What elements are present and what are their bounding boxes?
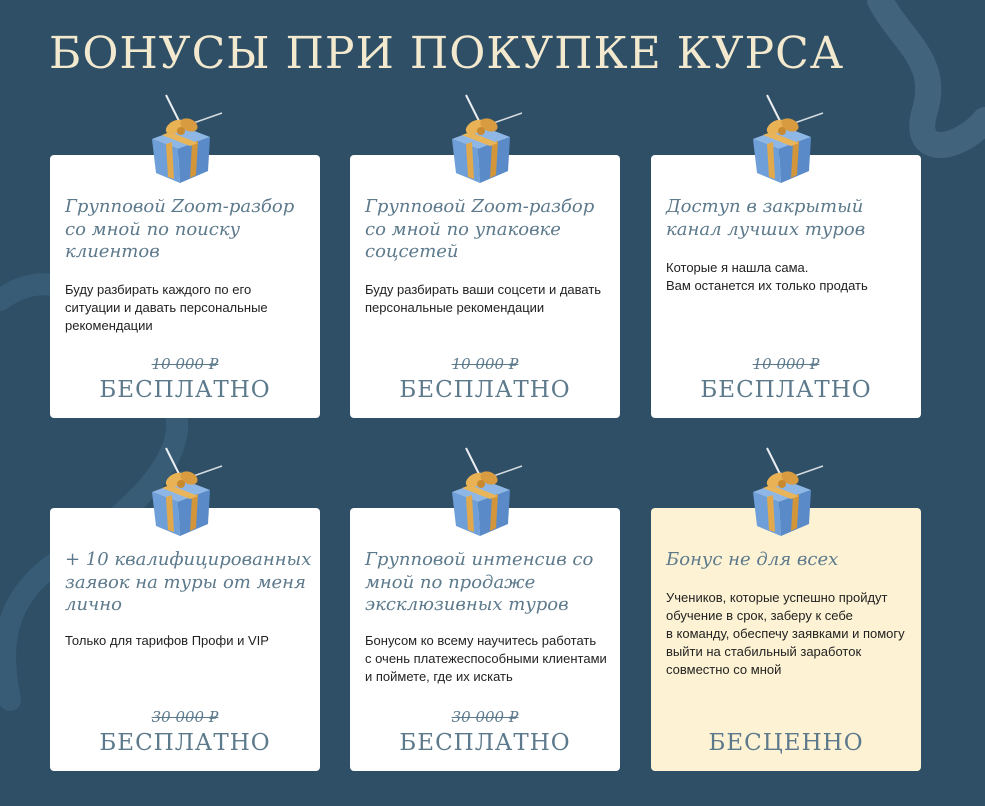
card-title: Групповой интенсив со мной по продаже эксклюзивных туров (365, 549, 594, 615)
card-description: Бонусом ко всему научитесь работать с очень платежеспособными клиентами и поймете, где их искать (365, 633, 607, 684)
new-price: БЕСПЛАТНО (99, 730, 271, 756)
new-price: БЕСПЛАТНО (99, 377, 271, 403)
card-description: Буду разбирать ваши соцсети и давать персональные рекомендации (365, 282, 602, 315)
card-title: + 10 квалифицированных заявок на туры от меня лично (65, 549, 312, 615)
old-price: 10 000 ₽ (752, 355, 820, 373)
new-price: БЕСПЛАТНО (700, 377, 872, 403)
old-price: 10 000 ₽ (451, 355, 519, 373)
bonus-card (50, 155, 320, 418)
bonus-card (350, 155, 620, 418)
gift-icon (448, 93, 524, 183)
new-price: БЕСПЛАТНО (399, 730, 571, 756)
page-title: БОНУСЫ ПРИ ПОКУПКЕ КУРСА (49, 28, 845, 79)
gift-icon (148, 93, 224, 183)
bonus-card-special (651, 508, 921, 771)
card-description: Буду разбирать каждого по его ситуации и давать персональные рекомендации (65, 282, 268, 333)
card-title: Бонус не для всех (666, 549, 839, 570)
card-title: Групповой Zoom-разбор со мной по упаковке соцсетей (365, 196, 595, 262)
new-price: БЕСЦЕННО (708, 730, 864, 756)
old-price: 30 000 ₽ (451, 708, 519, 726)
bonus-card (50, 508, 320, 771)
card-title: Доступ в закрытый канал лучших туров (666, 196, 866, 240)
gift-icon (749, 446, 825, 536)
gift-icon (148, 446, 224, 536)
bonus-card (651, 155, 921, 418)
card-description: Учеников, которые успешно пройдут обучение в срок, заберу к себе в команду, обеспечу заявками и помогу выйти на стабильный заработок совместно со мной (666, 590, 905, 677)
card-description: Которые я нашла сама. Вам останется их только продать (666, 260, 868, 293)
card-description: Только для тарифов Профи и VIP (65, 633, 269, 648)
gift-icon (448, 446, 524, 536)
old-price: 30 000 ₽ (151, 708, 219, 726)
gift-icon (749, 93, 825, 183)
bonus-card (350, 508, 620, 771)
card-title: Групповой Zoom-разбор со мной по поиску клиентов (65, 196, 295, 262)
new-price: БЕСПЛАТНО (399, 377, 571, 403)
old-price: 10 000 ₽ (151, 355, 219, 373)
